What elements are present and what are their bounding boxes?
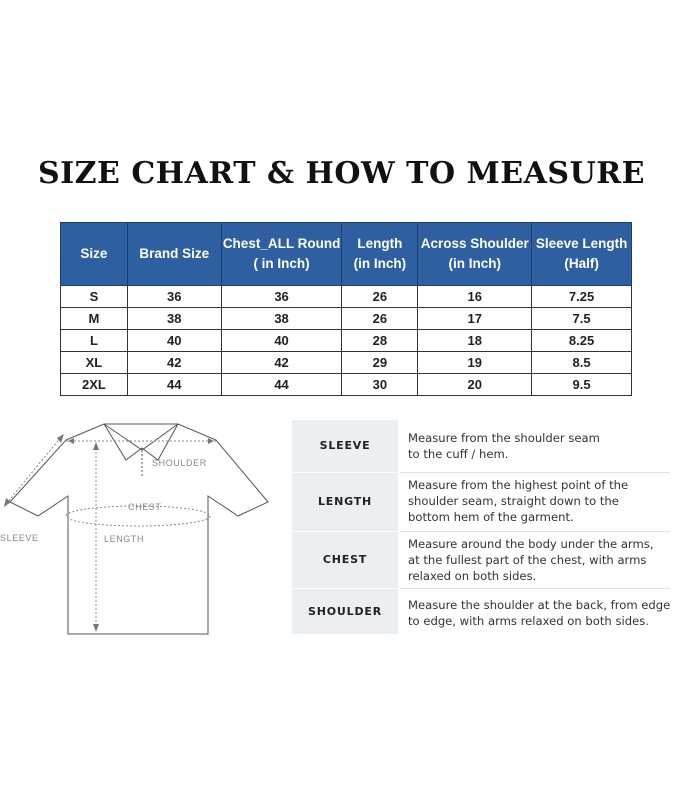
table-header-row: [61, 223, 632, 286]
description-line: to edge, with arms relaxed on both sides.: [408, 614, 649, 628]
description-line: bottom hem of the garment.: [408, 510, 574, 524]
header-sleeve-length: [532, 223, 632, 286]
size-chart-table: [60, 222, 632, 396]
table-cell: 40: [127, 330, 221, 352]
table-cell: 36: [221, 286, 342, 308]
description-line: Measure the shoulder at the back, from edge: [408, 598, 671, 612]
header-text: Sleeve Length: [535, 236, 628, 251]
table-cell: 29: [342, 352, 418, 374]
header-unit: ( in Inch): [253, 256, 310, 271]
description-line: to the cuff / hem.: [408, 447, 509, 461]
table-cell: 26: [342, 286, 418, 308]
table-cell: 8.5: [532, 352, 632, 374]
table-row: [61, 286, 632, 308]
table-cell: 38: [127, 308, 221, 330]
shirt-outline: [10, 424, 268, 634]
table-cell: 9.5: [532, 374, 632, 396]
divider: [400, 531, 670, 532]
table-cell: 7.5: [532, 308, 632, 330]
header-text: Size: [80, 246, 108, 261]
header-text: Brand Size: [139, 246, 210, 261]
page-title: SIZE CHART & HOW TO MEASURE: [37, 156, 646, 191]
measure-description: [408, 477, 683, 525]
measure-label: LENGTH: [292, 473, 398, 531]
header-unit: (Half): [564, 256, 599, 271]
table-cell: L: [61, 330, 128, 352]
table-cell: 36: [127, 286, 221, 308]
description-line: Measure from the highest point of the: [408, 478, 629, 492]
table-cell: 28: [342, 330, 418, 352]
table-row: [61, 352, 632, 374]
measure-label: SHOULDER: [292, 589, 398, 634]
arrow-head: [57, 434, 64, 443]
header-across-shoulder: [418, 223, 532, 286]
measure-description: [408, 597, 683, 629]
header-text: Length: [357, 236, 403, 251]
chest-label: CHEST: [128, 502, 162, 512]
sleeve-label: SLEEVE: [0, 533, 39, 543]
header-unit: (in Inch): [353, 256, 407, 271]
table-cell: 42: [127, 352, 221, 374]
header-brand-size: [127, 223, 221, 286]
table-cell: 26: [342, 308, 418, 330]
table-cell: 38: [221, 308, 342, 330]
table-cell: M: [61, 308, 128, 330]
arrow-head: [93, 442, 99, 450]
table-cell: XL: [61, 352, 128, 374]
table-cell: 44: [221, 374, 342, 396]
measure-description: [408, 536, 683, 584]
table-row: [61, 374, 632, 396]
header-text: Chest_ALL Round: [222, 236, 341, 251]
table-cell: 17: [418, 308, 532, 330]
table-cell: 2XL: [61, 374, 128, 396]
measure-label: CHEST: [292, 532, 398, 588]
how-to-measure-panel: [290, 418, 683, 643]
measure-description: [408, 430, 683, 462]
description-line: at the fullest part of the chest, with arms: [408, 553, 647, 567]
header-text: Across Shoulder: [420, 236, 529, 251]
table-cell: 44: [127, 374, 221, 396]
divider: [400, 472, 670, 473]
length-label: LENGTH: [104, 534, 145, 544]
arrow-head: [93, 624, 99, 632]
description-line: relaxed on both sides.: [408, 569, 537, 583]
table-cell: 7.25: [532, 286, 632, 308]
table-cell: 19: [418, 352, 532, 374]
header-size: [61, 223, 128, 286]
shoulder-label: SHOULDER: [152, 458, 207, 468]
description-line: Measure from the shoulder seam: [408, 431, 600, 445]
table-cell: 18: [418, 330, 532, 352]
sleeve-measure-line: [6, 436, 62, 504]
table-cell: 8.25: [532, 330, 632, 352]
table-cell: 16: [418, 286, 532, 308]
description-line: Measure around the body under the arms,: [408, 537, 654, 551]
table-cell: 20: [418, 374, 532, 396]
arrow-head: [4, 498, 11, 507]
description-line: shoulder seam, straight down to the: [408, 494, 619, 508]
header-unit: (in Inch): [448, 256, 501, 271]
shirt-measurement-diagram: [0, 418, 290, 648]
table-row: [61, 330, 632, 352]
table-cell: 42: [221, 352, 342, 374]
table-cell: 30: [342, 374, 418, 396]
divider: [400, 588, 670, 589]
table-cell: S: [61, 286, 128, 308]
table-row: [61, 308, 632, 330]
table-cell: 40: [221, 330, 342, 352]
measure-label: SLEEVE: [292, 420, 398, 472]
header-chest: [221, 223, 342, 286]
header-length: [342, 223, 418, 286]
